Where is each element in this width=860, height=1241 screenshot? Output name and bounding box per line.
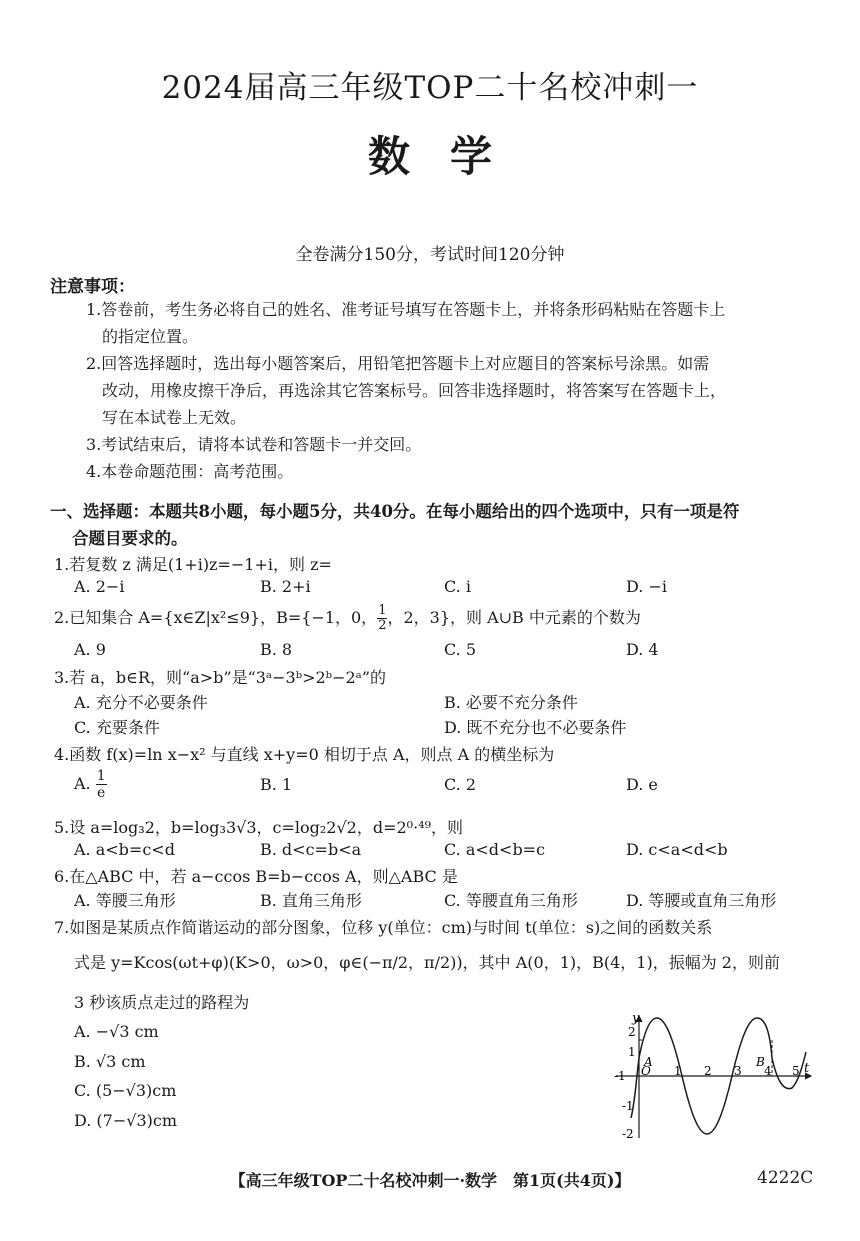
harmonic-motion-graph — [606, 1012, 816, 1142]
question-7-option-b: B. √3 cm — [74, 1052, 146, 1071]
question-3-option-d: D. 既不充分也不必要条件 — [444, 718, 627, 737]
exam-info: 全卷满分150分，考试时间120分钟 — [295, 245, 565, 265]
question-3-stem: 3.若 a，b∈R，则“a>b”是“3ᵃ−3ᵇ>2ᵇ−2ᵃ”的 — [54, 668, 387, 687]
question-3-option-b: B. 必要不充分条件 — [444, 693, 578, 712]
question-7-stem-line-2: 式是 y=Kcos(ωt+φ)(K>0，ω>0，φ∈(−π/2，π/2))，其中 A(0，1)，B(4，1)，振幅为 2，则前 — [74, 953, 780, 972]
question-7-stem-line-1: 7.如图是某质点作简谐运动的部分图象，位移 y(单位：cm)与时间 t(单位：s)之间的函数关系 — [54, 918, 713, 937]
question-7-option-c: C. (5−√3)cm — [74, 1081, 177, 1100]
question-1-option-c: C. i — [444, 577, 471, 596]
point-a-label: A — [644, 1055, 653, 1069]
question-1-stem: 1.若复数 z 满足(1+i)z=−1+i，则 z= — [54, 555, 332, 574]
y-tick-neg1: -1 — [622, 1099, 634, 1113]
x-tick-4: 4 — [764, 1064, 772, 1078]
question-4-option-c: C. 2 — [444, 775, 477, 794]
question-2-stem: 2.已知集合 A={x∈Z|x²≤9}，B={−1，0， $\frac{1}{2}$ ，2，3}，则 A∪B 中元素的个数为 — [54, 603, 641, 633]
question-6-option-c: C. 等腰直角三角形 — [444, 891, 578, 910]
question-5-option-a: A. a<b=c<d — [74, 840, 175, 859]
question-2-option-d: D. 4 — [626, 640, 659, 659]
section-heading: 一、选择题：本题共8小题，每小题5分，共40分。在每小题给出的四个选项中，只有一项是符 合题目要求的。 — [50, 502, 740, 548]
x-tick-5: 5 — [792, 1064, 800, 1078]
question-4-stem: 4.函数 f(x)=ln x−x² 与直线 x+y=0 相切于点 A，则点 A 的横坐标为 — [54, 745, 555, 764]
y-tick-2: 2 — [628, 1025, 636, 1039]
question-4-option-d: D. e — [626, 775, 658, 794]
question-5-option-c: C. a<d<b=c — [444, 840, 546, 859]
question-1-option-b: B. 2+i — [260, 577, 311, 596]
question-4-option-a: A. $\frac{1}{e}$ — [74, 768, 106, 801]
question-2-option-b: B. 8 — [260, 640, 293, 659]
question-6-option-d: D. 等腰或直角三角形 — [626, 891, 777, 910]
t-axis-label: t — [804, 1061, 810, 1076]
origin-label: O — [641, 1064, 651, 1078]
x-tick-1: 1 — [674, 1064, 682, 1078]
notice-item-3: 3.考试结束后，请将本试卷和答题卡一并交回。 — [86, 435, 422, 454]
question-7-stem-line-3: 3 秒该质点走过的路程为 — [74, 993, 250, 1012]
question-2-option-a: A. 9 — [74, 640, 106, 659]
fraction-one-over-e: $\frac{1}{e}$ — [96, 768, 106, 801]
exam-title: 2024届高三年级TOP二十名校冲刺一 — [161, 70, 699, 106]
question-2-option-c: C. 5 — [444, 640, 477, 659]
question-3-option-c: C. 充要条件 — [74, 718, 160, 737]
question-3-option-a: A. 充分不必要条件 — [74, 693, 208, 712]
y-axis-label: y — [632, 1012, 640, 1026]
notice-heading: 注意事项： — [50, 277, 135, 297]
subject-title: 数学 — [367, 132, 532, 181]
x-tick-3: 3 — [734, 1064, 742, 1078]
exam-code: 4222C — [757, 1168, 814, 1188]
question-6-option-b: B. 直角三角形 — [260, 891, 362, 910]
question-4-option-b: B. 1 — [260, 775, 293, 794]
x-tick-neg1: -1 — [614, 1069, 626, 1083]
question-1-option-a: A. 2−i — [74, 577, 125, 596]
y-tick-neg2: -2 — [622, 1127, 634, 1141]
x-tick-2: 2 — [704, 1064, 712, 1078]
question-6-stem: 6.在△ABC 中，若 a−ccos B=b−ccos A，则△ABC 是 — [54, 867, 458, 886]
notice-item-1: 1.答卷前，考生务必将自己的姓名、准考证号填写在答题卡上，并将条形码粘贴在答题卡上 的指定位置。 — [86, 300, 726, 346]
question-5-option-d: D. c<a<d<b — [626, 840, 728, 859]
question-1-option-d: D. −i — [626, 577, 667, 596]
y-tick-1: 1 — [628, 1045, 636, 1059]
fraction-one-half: $\frac{1}{2}$ — [378, 603, 387, 633]
point-b-label: B — [756, 1055, 765, 1069]
question-5-option-b: B. d<c=b<a — [260, 840, 362, 859]
notice-item-4: 4.本卷命题范围：高考范围。 — [86, 462, 294, 481]
page-footer: 【高三年级TOP二十名校冲刺一·数学 第1页(共4页)】 — [229, 1171, 631, 1190]
question-7-option-a: A. −√3 cm — [74, 1022, 159, 1041]
question-5-stem: 5.设 a=log₃2，b=log₃3√3，c=log₂2√2，d=2⁰·⁴⁹，则 — [54, 818, 463, 837]
question-6-option-a: A. 等腰三角形 — [74, 891, 176, 910]
question-7-option-d: D. (7−√3)cm — [74, 1111, 178, 1130]
notice-item-2: 2.回答选择题时，选出每小题答案后，用铅笔把答题卡上对应题目的答案标号涂黑。如需 改动，用橡皮擦干净后，再选涂其它答案标号。回答非选择题时，将答案写在答题卡上， 写在本试卷上无效。 — [86, 354, 727, 427]
